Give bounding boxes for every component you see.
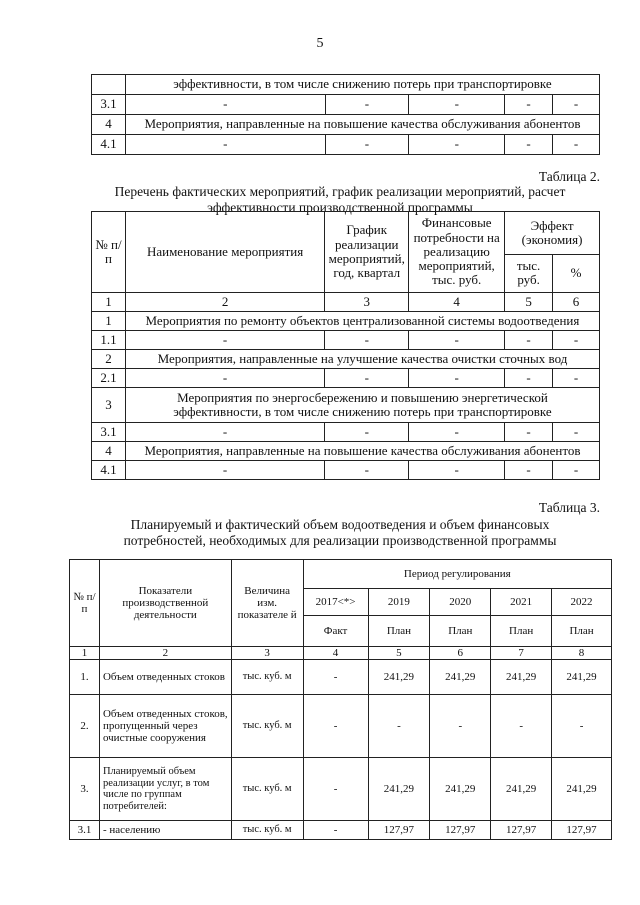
- header-indicator: Показатели производственной деятельности: [99, 560, 231, 647]
- table-row: [70, 758, 612, 821]
- row-number: [92, 75, 126, 95]
- cell: -: [325, 461, 409, 480]
- table-row: [92, 423, 600, 442]
- value: 241,29: [368, 660, 430, 695]
- section-heading: Мероприятия, направленные на повышение качества обслуживания абонентов: [125, 115, 599, 135]
- row-number: 4.1: [92, 461, 126, 480]
- row-number: 2.: [70, 695, 100, 758]
- cell: -: [409, 369, 505, 388]
- section-heading: эффективности, в том числе снижению потерь при транспортировке: [125, 75, 599, 95]
- value: -: [552, 695, 612, 758]
- cell: -: [409, 423, 505, 442]
- header-kind: Факт: [303, 616, 368, 647]
- col-number: 3: [231, 647, 303, 660]
- value: 241,29: [491, 660, 552, 695]
- table2-title-line1: Перечень фактических мероприятий, график реализации мероприятий, расчет: [114, 184, 566, 199]
- table3-title-line2: потребностей, необходимых для реализации производственной программы: [123, 533, 557, 549]
- col-number: 3: [325, 293, 409, 312]
- col-number: 1: [70, 647, 100, 660]
- table-row: [92, 75, 600, 95]
- header-effect-rub: тыс. руб.: [505, 254, 553, 292]
- cell: -: [505, 135, 553, 155]
- section-heading: Мероприятия по ремонту объектов централизованной системы водоотведения: [125, 312, 599, 331]
- row-number: 3.: [70, 758, 100, 821]
- cell: -: [505, 461, 553, 480]
- col-number: 6: [553, 293, 600, 312]
- table3: [69, 559, 612, 840]
- row-number: 1.1: [92, 331, 126, 350]
- table-row: [92, 135, 600, 155]
- cell: -: [553, 331, 600, 350]
- col-number: 4: [303, 647, 368, 660]
- indicator-name: - населению: [99, 821, 231, 840]
- value: -: [303, 821, 368, 840]
- header-finance: Финансовые потребности на реализацию мероприятий, тыс. руб.: [409, 212, 505, 293]
- table-row: [70, 695, 612, 758]
- value: 127,97: [368, 821, 430, 840]
- page-number: 5: [316, 36, 324, 51]
- table2-title-line2: эффективности производственной программы: [207, 200, 473, 216]
- col-number: 5: [368, 647, 430, 660]
- header-row: [70, 560, 612, 589]
- section-heading: Мероприятия, направленные на улучшение качества очистки сточных вод: [125, 350, 599, 369]
- cell: -: [125, 461, 324, 480]
- table-row: [92, 331, 600, 350]
- row-number: 1.: [70, 660, 100, 695]
- col-number: 2: [99, 647, 231, 660]
- cell: -: [125, 331, 324, 350]
- header-unit: Величина изм. показателе й: [231, 560, 303, 647]
- indicator-name: Объем отведенных стоков, пропущенный через очистные сооружения: [99, 695, 231, 758]
- table-row: [92, 115, 600, 135]
- header-effect: Эффект (экономия): [505, 212, 600, 255]
- value: 241,29: [552, 758, 612, 821]
- cell: -: [125, 369, 324, 388]
- col-number: 2: [125, 293, 324, 312]
- table-row: [92, 312, 600, 331]
- cell: -: [553, 95, 600, 115]
- cell: -: [325, 369, 409, 388]
- header-year: 2019: [368, 589, 430, 616]
- unit: тыс. куб. м: [231, 695, 303, 758]
- table3-title: [80, 517, 600, 549]
- table-row: [92, 388, 600, 423]
- header-effect-pct: %: [553, 254, 600, 292]
- cell: -: [553, 461, 600, 480]
- table-row: [70, 660, 612, 695]
- value: -: [303, 695, 368, 758]
- row-number: 3.1: [70, 821, 100, 840]
- indicator-name: Планируемый объем реализации услуг, в том числе по группам потребителей:: [99, 758, 231, 821]
- indicator-name: Объем отведенных стоков: [99, 660, 231, 695]
- value: 241,29: [430, 758, 491, 821]
- header-kind: План: [552, 616, 612, 647]
- value: -: [303, 660, 368, 695]
- cell: -: [125, 423, 324, 442]
- row-number: 4.1: [92, 135, 126, 155]
- value: -: [491, 695, 552, 758]
- continuation-table: [91, 74, 600, 155]
- value: -: [303, 758, 368, 821]
- header-kind: План: [430, 616, 491, 647]
- table-row: [92, 442, 600, 461]
- cell: -: [505, 369, 553, 388]
- cell: -: [553, 135, 600, 155]
- col-number: 6: [430, 647, 491, 660]
- table-row: [92, 350, 600, 369]
- cell: -: [125, 95, 325, 115]
- value: 241,29: [552, 660, 612, 695]
- cell: -: [325, 95, 409, 115]
- cell: -: [409, 135, 505, 155]
- cell: -: [125, 135, 325, 155]
- column-numbers-row: [70, 647, 612, 660]
- header-year: 2021: [491, 589, 552, 616]
- table-row: [92, 461, 600, 480]
- cell: -: [325, 135, 409, 155]
- value: 241,29: [430, 660, 491, 695]
- table-row: [92, 369, 600, 388]
- section-heading: Мероприятия, направленные на повышение качества обслуживания абонентов: [125, 442, 599, 461]
- column-numbers-row: [92, 293, 600, 312]
- value: 241,29: [368, 758, 430, 821]
- value: 241,29: [491, 758, 552, 821]
- header-year: 2017<*>: [303, 589, 368, 616]
- row-number: 2: [92, 350, 126, 369]
- row-number: 3.1: [92, 95, 126, 115]
- cell: -: [505, 423, 553, 442]
- header-num: № п/п: [70, 560, 100, 647]
- col-number: 7: [491, 647, 552, 660]
- table-row: [70, 821, 612, 840]
- cell: -: [505, 95, 553, 115]
- section-heading: Мероприятия по энергосбережению и повышению энергетической эффективности, в том числе снижению потерь при транспортировке: [125, 388, 599, 423]
- table3-title-line1: Планируемый и фактический объем водоотведения и объем финансовых: [130, 517, 550, 532]
- row-number: 4: [92, 442, 126, 461]
- col-number: 5: [505, 293, 553, 312]
- col-number: 1: [92, 293, 126, 312]
- unit: тыс. куб. м: [231, 660, 303, 695]
- row-number: 4: [92, 115, 126, 135]
- header-row: [92, 212, 600, 255]
- row-number: 3.1: [92, 423, 126, 442]
- cell: -: [553, 423, 600, 442]
- cell: -: [409, 331, 505, 350]
- row-number: 3: [92, 388, 126, 423]
- header-num: № п/ п: [92, 212, 126, 293]
- cell: -: [409, 461, 505, 480]
- header-kind: План: [491, 616, 552, 647]
- table2-label: Таблица 2.: [538, 169, 600, 184]
- header-period: Период регулирования: [303, 560, 611, 589]
- col-number: 4: [409, 293, 505, 312]
- value: 127,97: [552, 821, 612, 840]
- header-year: 2022: [552, 589, 612, 616]
- table2: [91, 211, 600, 480]
- header-year: 2020: [430, 589, 491, 616]
- header-kind: План: [368, 616, 430, 647]
- row-number: 1: [92, 312, 126, 331]
- value: 127,97: [491, 821, 552, 840]
- cell: -: [325, 331, 409, 350]
- cell: -: [409, 95, 505, 115]
- cell: -: [325, 423, 409, 442]
- row-number: 2.1: [92, 369, 126, 388]
- col-number: 8: [552, 647, 612, 660]
- unit: тыс. куб. м: [231, 821, 303, 840]
- table-row: [92, 95, 600, 115]
- table3-label: Таблица 3.: [538, 500, 600, 515]
- cell: -: [505, 331, 553, 350]
- header-schedule: График реализации мероприятий, год, квартал: [325, 212, 409, 293]
- cell: -: [553, 369, 600, 388]
- header-name: Наименование мероприятия: [125, 212, 324, 293]
- unit: тыс. куб. м: [231, 758, 303, 821]
- value: -: [368, 695, 430, 758]
- value: -: [430, 695, 491, 758]
- value: 127,97: [430, 821, 491, 840]
